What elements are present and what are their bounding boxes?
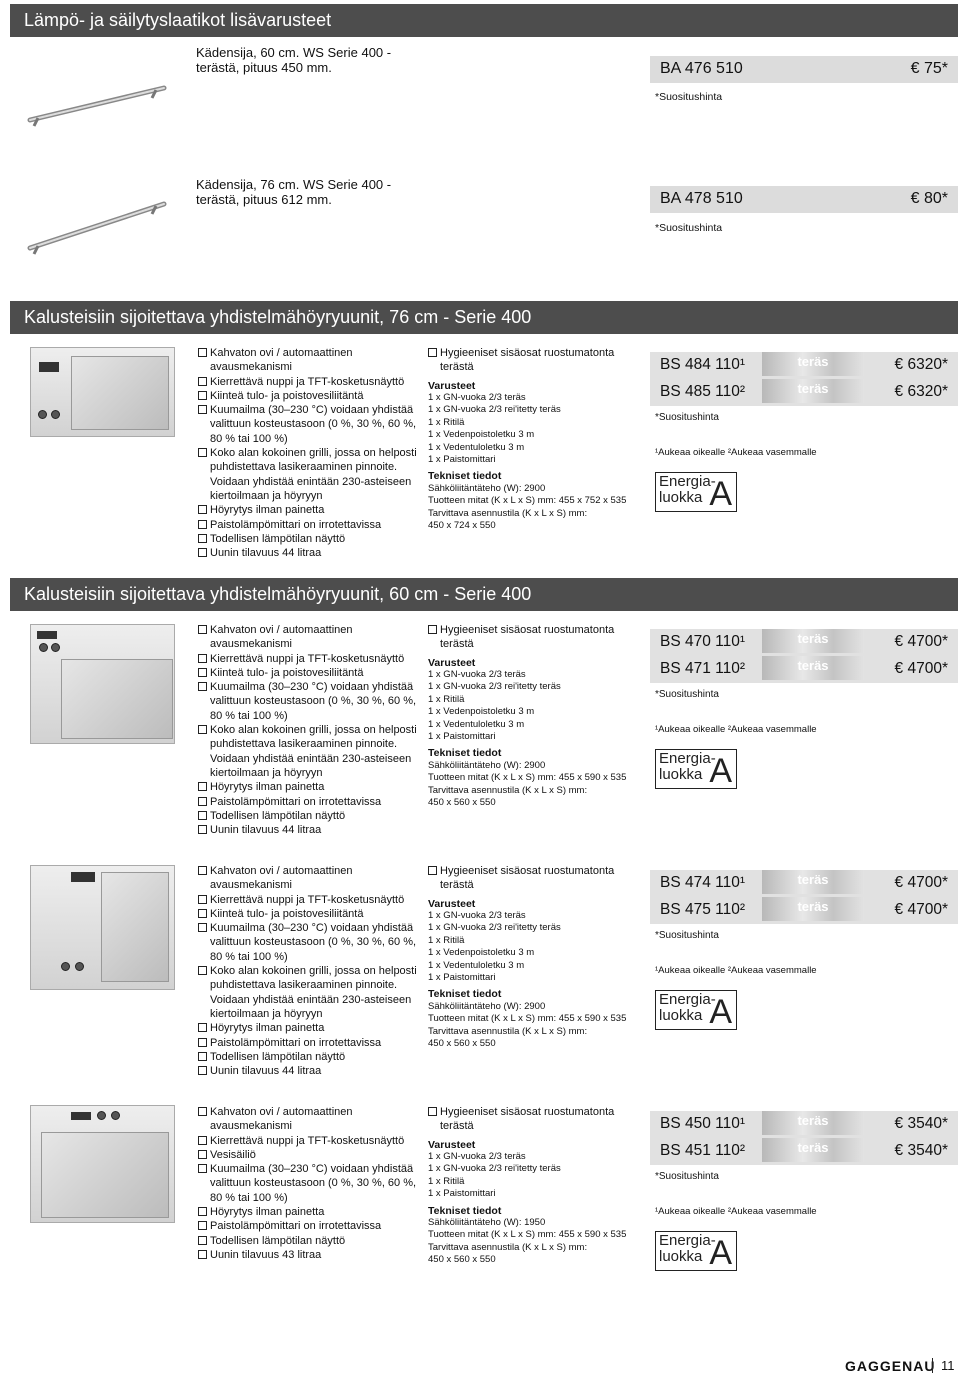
accessory-line: 1 x Paistomittari — [428, 972, 496, 984]
page-title: Lämpö- ja säilytyslaatikot lisävarusteet — [10, 4, 958, 37]
accessory-line: 1 x GN-vuoka 2/3 rei'itetty teräs — [428, 681, 561, 693]
model-price: € 3540* — [894, 1115, 948, 1132]
accessory-line: 1 x Ritilä — [428, 693, 465, 705]
handle-image — [24, 70, 174, 130]
model-row — [650, 1138, 958, 1165]
section-header: Kalusteisiin sijoitettava yhdistelmähöyryuunit, 60 cm - Serie 400 — [10, 578, 958, 611]
model-price: € 4700* — [894, 901, 948, 918]
tech-line: Tuotteen mitat (K x L x S) mm: 455 x 590 x 535 — [428, 1229, 627, 1241]
suggested-price-note: *Suositushinta — [655, 222, 723, 234]
feature-item: Todellisen lämpötilan näyttö — [198, 809, 420, 823]
model-row — [650, 1111, 958, 1138]
accessory-line: 1 x GN-vuoka 2/3 rei'itetty teräs — [428, 1163, 561, 1175]
feature-item: Kuumailma (30–230 °C) voidaan yhdistää valittuun kosteustasoon (0 %, 30 %, 60 %, 80 % tai 100 %) — [198, 1162, 420, 1205]
feature-item: Kiinteä tulo- ja poistovesiliitäntä — [198, 666, 420, 680]
feature-item: Uunin tilavuus 44 litraa — [198, 1064, 420, 1078]
hygiene-item: Hygieeniset sisäosat ruostumatonta terästä — [428, 864, 648, 893]
hinge-note: ¹Aukeaa oikealle ²Aukeaa vasemmalle — [655, 965, 817, 976]
hinge-note: ¹Aukeaa oikealle ²Aukeaa vasemmalle — [655, 447, 817, 458]
model-row — [650, 870, 958, 897]
energy-label — [655, 1231, 737, 1271]
accessory-line: 1 x GN-vuoka 2/3 rei'itetty teräs — [428, 922, 561, 934]
energy-label — [655, 990, 737, 1030]
tech-line: 450 x 724 x 550 — [428, 520, 496, 532]
accessory-line: 1 x Paistomittari — [428, 454, 496, 466]
material-label: teräs — [762, 656, 864, 680]
tech-line: Tarvittava asennustila (K x L x S) mm: — [428, 784, 588, 796]
accessory-line: 1 x Vedenpoistoletku 3 m — [428, 429, 535, 441]
material-label: teräs — [762, 352, 864, 376]
accessory-code: BA 478 510 — [660, 190, 743, 207]
feature-item: Paistolämpömittari on irrotettavissa — [198, 518, 420, 532]
accessories-heading: Varusteet — [428, 379, 476, 392]
material-label: teräs — [762, 1138, 864, 1162]
accessory-line: 1 x Ritilä — [428, 934, 465, 946]
feature-list — [198, 346, 420, 560]
model-code: BS 451 110² — [660, 1142, 746, 1159]
feature-item: Höyrytys ilman painetta — [198, 1205, 420, 1219]
tech-line: Sähköliitäntäteho (W): 2900 — [428, 482, 546, 494]
feature-item: Kiinteä tulo- ja poistovesiliitäntä — [198, 389, 420, 403]
feature-item: Todellisen lämpötilan näyttö — [198, 532, 420, 546]
tech-heading: Tekniset tiedot — [428, 747, 502, 760]
feature-item: Höyrytys ilman painetta — [198, 780, 420, 794]
feature-item: Kahvaton ovi / automaattinen avausmekanismi — [198, 623, 420, 652]
model-code: BS 475 110² — [660, 901, 746, 918]
accessory-line: 1 x Paistomittari — [428, 731, 496, 743]
tech-line: Tuotteen mitat (K x L x S) mm: 455 x 752 x 535 — [428, 495, 627, 507]
feature-item: Kuumailma (30–230 °C) voidaan yhdistää valittuun kosteustasoon (0 %, 30 %, 60 %, 80 % tai 100 %) — [198, 921, 420, 964]
feature-item: Kuumailma (30–230 °C) voidaan yhdistää valittuun kosteustasoon (0 %, 30 %, 60 %, 80 % tai 100 %) — [198, 680, 420, 723]
accessories-heading: Varusteet — [428, 656, 476, 669]
accessory-line: 1 x GN-vuoka 2/3 rei'itetty teräs — [428, 404, 561, 416]
model-price: € 4700* — [894, 660, 948, 677]
model-price: € 4700* — [894, 874, 948, 891]
feature-item: Kierrettävä nuppi ja TFT-kosketusnäyttö — [198, 375, 420, 389]
tech-heading: Tekniset tiedot — [428, 470, 502, 483]
accessory-price: € 80* — [910, 190, 948, 207]
accessory-line: 1 x Ritilä — [428, 1175, 465, 1187]
tech-line: 450 x 560 x 550 — [428, 797, 496, 809]
feature-item: Paistolämpömittari on irrotettavissa — [198, 795, 420, 809]
accessory-line: 1 x GN-vuoka 2/3 teräs — [428, 910, 526, 921]
tech-heading: Tekniset tiedot — [428, 988, 502, 1001]
tech-line: Sähköliitäntäteho (W): 1950 — [428, 1217, 546, 1229]
feature-item: Paistolämpömittari on irrotettavissa — [198, 1219, 420, 1233]
feature-item: Uunin tilavuus 43 litraa — [198, 1248, 420, 1262]
energy-class: A — [709, 993, 732, 1031]
feature-item: Kiinteä tulo- ja poistovesiliitäntä — [198, 907, 420, 921]
hinge-note: ¹Aukeaa oikealle ²Aukeaa vasemmalle — [655, 1206, 817, 1217]
feature-list — [198, 623, 420, 837]
feature-item: Uunin tilavuus 44 litraa — [198, 546, 420, 560]
tech-line: Tarvittava asennustila (K x L x S) mm: — [428, 507, 588, 519]
model-code: BS 470 110¹ — [660, 633, 746, 650]
accessories-heading: Varusteet — [428, 1138, 476, 1151]
hygiene-item: Hygieeniset sisäosat ruostumatonta terästä — [428, 623, 648, 652]
accessory-line: 1 x GN-vuoka 2/3 teräs — [428, 1151, 526, 1162]
tech-line: Tuotteen mitat (K x L x S) mm: 455 x 590 x 535 — [428, 772, 627, 784]
model-code: BS 474 110¹ — [660, 874, 746, 891]
material-label: teräs — [762, 1111, 864, 1135]
model-row — [650, 629, 958, 656]
energy-text: Energia-luokka — [659, 750, 716, 783]
feature-item: Kahvaton ovi / automaattinen avausmekanismi — [198, 346, 420, 375]
model-price: € 6320* — [894, 383, 948, 400]
energy-label — [655, 749, 737, 789]
price-block — [650, 352, 958, 458]
tech-line: 450 x 560 x 550 — [428, 1254, 496, 1266]
model-code: BS 484 110¹ — [660, 356, 746, 373]
oven-image — [30, 1105, 175, 1223]
accessory-price-box — [650, 56, 958, 83]
feature-item: Vesisäiliö — [198, 1148, 420, 1162]
tech-heading: Tekniset tiedot — [428, 1204, 502, 1217]
spec-column — [428, 1105, 648, 1267]
feature-item: Paistolämpömittari on irrotettavissa — [198, 1036, 420, 1050]
feature-item: Koko alan kokoinen grilli, jossa on helposti puhdistettava lasikeraaminen pinnoite. Voidaan yhdistää enintään 230-asteiseen kiertoilmaan ja höyryyn — [198, 723, 420, 780]
hygiene-item: Hygieeniset sisäosat ruostumatonta terästä — [428, 1105, 648, 1134]
accessory-line: 1 x Ritilä — [428, 416, 465, 428]
feature-item: Todellisen lämpötilan näyttö — [198, 1050, 420, 1064]
accessory-line: 1 x Vedenpoistoletku 3 m — [428, 947, 535, 959]
spec-column — [428, 346, 648, 532]
accessories-heading: Varusteet — [428, 897, 476, 910]
energy-class: A — [709, 752, 732, 790]
feature-item: Koko alan kokoinen grilli, jossa on helposti puhdistettava lasikeraaminen pinnoite. Voidaan yhdistää enintään 230-asteiseen kiertoilmaan ja höyryyn — [198, 964, 420, 1021]
model-price: € 4700* — [894, 633, 948, 650]
handle-image — [24, 190, 174, 260]
energy-text: Energia-luokka — [659, 473, 716, 506]
spec-column — [428, 864, 648, 1050]
energy-class: A — [709, 475, 732, 513]
accessory-line: 1 x Vedenpoistoletku 3 m — [428, 706, 535, 718]
model-row — [650, 656, 958, 683]
energy-text: Energia-luokka — [659, 991, 716, 1024]
suggested-price-note: *Suositushinta — [655, 689, 719, 700]
suggested-price-note: *Suositushinta — [655, 91, 723, 103]
oven-image — [30, 624, 175, 744]
feature-item: Koko alan kokoinen grilli, jossa on helposti puhdistettava lasikeraaminen pinnoite. Voidaan yhdistää enintään 230-asteiseen kiertoilmaan ja höyryyn — [198, 446, 420, 503]
oven-image — [30, 865, 175, 990]
price-block — [650, 629, 958, 735]
feature-item: Kierrettävä nuppi ja TFT-kosketusnäyttö — [198, 652, 420, 666]
energy-label — [655, 472, 737, 512]
accessory-price: € 75* — [910, 60, 948, 77]
tech-line: 450 x 560 x 550 — [428, 1038, 496, 1050]
feature-item: Höyrytys ilman painetta — [198, 503, 420, 517]
price-block — [650, 1111, 958, 1217]
model-code: BS 471 110² — [660, 660, 746, 677]
material-label: teräs — [762, 897, 864, 921]
suggested-price-note: *Suositushinta — [655, 930, 719, 941]
tech-line: Tuotteen mitat (K x L x S) mm: 455 x 590 x 535 — [428, 1013, 627, 1025]
tech-line: Sähköliitäntäteho (W): 2900 — [428, 1000, 546, 1012]
accessory-line: 1 x GN-vuoka 2/3 teräs — [428, 669, 526, 680]
material-label: teräs — [762, 629, 864, 653]
feature-item: Kahvaton ovi / automaattinen avausmekanismi — [198, 1105, 420, 1134]
model-row — [650, 379, 958, 406]
feature-item: Todellisen lämpötilan näyttö — [198, 1234, 420, 1248]
tech-line: Tarvittava asennustila (K x L x S) mm: — [428, 1241, 588, 1253]
accessory-description: Kädensija, 60 cm. WS Serie 400 - terästä, pituus 450 mm. — [196, 45, 392, 75]
feature-item: Kahvaton ovi / automaattinen avausmekanismi — [198, 864, 420, 893]
hygiene-item: Hygieeniset sisäosat ruostumatonta terästä — [428, 346, 648, 375]
section-header: Kalusteisiin sijoitettava yhdistelmähöyryuunit, 76 cm - Serie 400 — [10, 301, 958, 334]
model-price: € 6320* — [894, 356, 948, 373]
model-row — [650, 352, 958, 379]
accessory-line: 1 x Vedentuloletku 3 m — [428, 718, 525, 730]
energy-text: Energia-luokka — [659, 1232, 716, 1265]
tech-line: Tarvittava asennustila (K x L x S) mm: — [428, 1025, 588, 1037]
accessory-price-box — [650, 186, 958, 213]
feature-item: Höyrytys ilman painetta — [198, 1021, 420, 1035]
suggested-price-note: *Suositushinta — [655, 412, 719, 423]
accessory-line: 1 x Vedentuloletku 3 m — [428, 441, 525, 453]
accessory-line: 1 x Paistomittari — [428, 1188, 496, 1200]
brand-logo: GAGGENAU — [845, 1358, 936, 1374]
feature-item: Uunin tilavuus 44 litraa — [198, 823, 420, 837]
spec-column — [428, 623, 648, 809]
feature-list — [198, 864, 420, 1078]
material-label: teräs — [762, 870, 864, 894]
accessory-code: BA 476 510 — [660, 60, 743, 77]
hinge-note: ¹Aukeaa oikealle ²Aukeaa vasemmalle — [655, 724, 817, 735]
model-code: BS 450 110¹ — [660, 1115, 746, 1132]
feature-item: Kierrettävä nuppi ja TFT-kosketusnäyttö — [198, 893, 420, 907]
accessory-line: 1 x Vedentuloletku 3 m — [428, 959, 525, 971]
energy-class: A — [709, 1234, 732, 1272]
model-price: € 3540* — [894, 1142, 948, 1159]
model-code: BS 485 110² — [660, 383, 746, 400]
tech-line: Sähköliitäntäteho (W): 2900 — [428, 759, 546, 771]
accessory-line: 1 x GN-vuoka 2/3 teräs — [428, 392, 526, 403]
feature-item: Kierrettävä nuppi ja TFT-kosketusnäyttö — [198, 1134, 420, 1148]
feature-list — [198, 1105, 420, 1262]
suggested-price-note: *Suositushinta — [655, 1171, 719, 1182]
model-row — [650, 897, 958, 924]
page-number: 11 — [932, 1358, 955, 1373]
oven-image — [30, 347, 175, 437]
price-block — [650, 870, 958, 976]
material-label: teräs — [762, 379, 864, 403]
accessory-description: Kädensija, 76 cm. WS Serie 400 - terästä, pituus 612 mm. — [196, 177, 392, 207]
feature-item: Kuumailma (30–230 °C) voidaan yhdistää valittuun kosteustasoon (0 %, 30 %, 60 %, 80 % tai 100 %) — [198, 403, 420, 446]
